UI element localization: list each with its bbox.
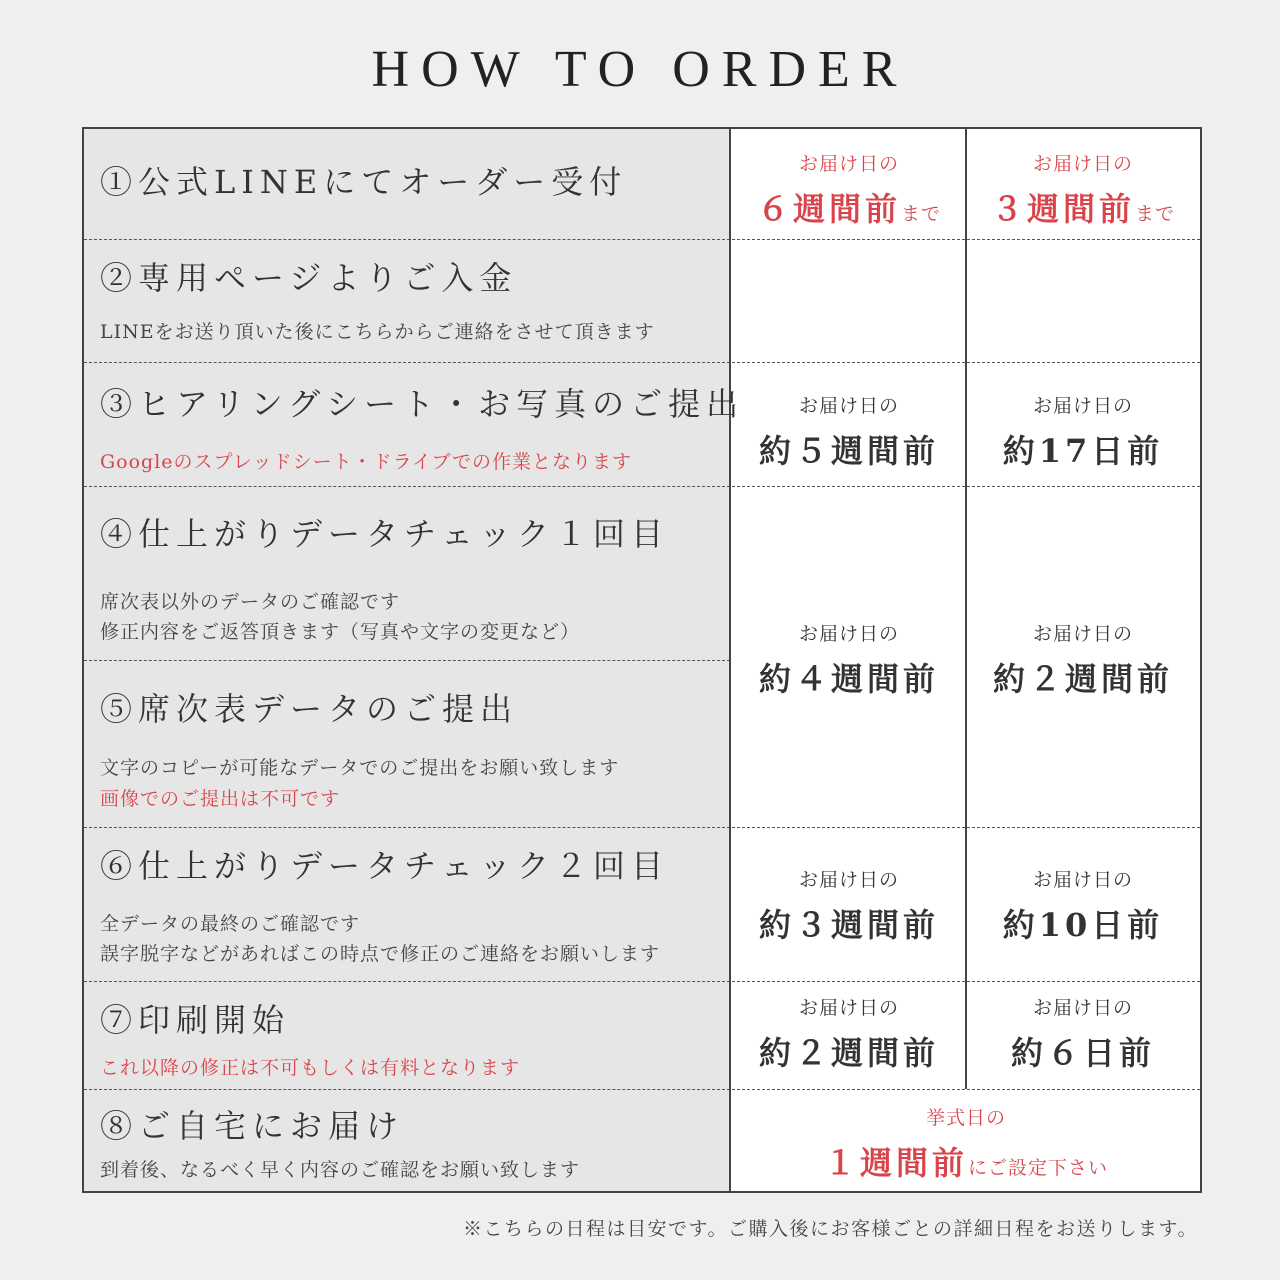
timing-row1-col2 — [966, 149, 1200, 230]
row-divider — [84, 362, 730, 363]
timing-label: お届け日の — [798, 997, 899, 1019]
timing-label: お届け日の — [798, 623, 899, 645]
timing-value: 約10日前 — [1002, 906, 1164, 944]
step-1-label: ①公式LINEにてオーダー受付 — [100, 163, 628, 201]
column-divider — [729, 129, 731, 1191]
step-2-note: LINEをお送り頂いた後にこちらからご連絡をさせて頂きます — [100, 321, 655, 343]
step-2-label: ②専用ページよりご入金 — [100, 259, 518, 297]
timing-value: 約17日前 — [1002, 432, 1164, 470]
step-5-note: 文字のコピーが可能なデータでのご提出をお願い致します — [100, 757, 620, 779]
step-5-label: ⑤席次表データのご提出 — [100, 690, 519, 728]
row-divider — [84, 486, 730, 487]
timing-label: お届け日の — [1032, 623, 1133, 645]
timing-value: 約５週間前 — [758, 432, 939, 470]
step-8-label: ⑧ご自宅にお届け — [100, 1107, 405, 1145]
timing-value: 約２週間前 — [758, 1034, 939, 1072]
step-7-label: ⑦印刷開始 — [100, 1001, 291, 1039]
page-title: HOW TO ORDER — [371, 41, 909, 98]
timing-label: お届け日の — [798, 153, 899, 175]
row-divider — [84, 827, 730, 828]
row-divider — [84, 660, 730, 661]
timing-row1-col1 — [732, 149, 966, 230]
timing-value: 約６日前 — [1010, 1034, 1155, 1072]
step-6-note-2: 誤字脱字などがあればこの時点で修正のご連絡をお願いします — [100, 943, 661, 965]
timing-label: お届け日の — [1032, 997, 1133, 1019]
row-divider — [732, 1089, 1200, 1090]
timing-row3-col2 — [966, 391, 1200, 472]
timing-row6-col2 — [966, 865, 1200, 946]
timing-value: 約２週間前 — [992, 660, 1173, 698]
timing-value: ３週間前まで — [990, 190, 1176, 228]
timing-value: 約３週間前 — [758, 906, 939, 944]
step-3-note: Googleのスプレッドシート・ドライブでの作業となります — [100, 451, 633, 473]
row-divider — [84, 1089, 730, 1090]
timing-label: お届け日の — [1032, 869, 1133, 891]
step-6-note-1: 全データの最終のご確認です — [100, 913, 361, 935]
timing-row45-col1 — [732, 619, 966, 700]
timing-label: お届け日の — [1032, 395, 1133, 417]
step-8-note: 到着後、なるべく早く内容のご確認をお願い致します — [100, 1159, 581, 1181]
timing-label: お届け日の — [798, 395, 899, 417]
timing-row7-col1 — [732, 993, 966, 1074]
timing-value: 約４週間前 — [758, 660, 939, 698]
step-6-label: ⑥仕上がりデータチェック２回目 — [100, 847, 670, 885]
footnote: ※こちらの日程は目安です。ご購入後にお客様ごとの詳細日程をお送りします。 — [463, 1218, 1198, 1240]
row-divider — [84, 981, 730, 982]
step-3-label: ③ヒアリングシート・お写真のご提出 — [100, 385, 745, 423]
step-7-note: これ以降の修正は不可もしくは有料となります — [100, 1057, 521, 1079]
timing-row7-col2 — [966, 993, 1200, 1074]
timing-value: ６週間前まで — [756, 190, 942, 228]
timing-value: １週間前にご設定下さい — [823, 1144, 1109, 1182]
timing-row3-col1 — [732, 391, 966, 472]
order-table — [82, 127, 1202, 1193]
timing-row45-col2 — [966, 619, 1200, 700]
step-4-note-2: 修正内容をご返答頂きます（写真や文字の変更など） — [100, 621, 581, 643]
timing-label: お届け日の — [1032, 153, 1133, 175]
step-5-note-red: 画像でのご提出は不可です — [100, 788, 341, 810]
step-4-label: ④仕上がりデータチェック１回目 — [100, 515, 670, 553]
step-4-note-1: 席次表以外のデータのご確認です — [100, 591, 401, 613]
timing-row8 — [732, 1103, 1200, 1184]
timing-label: 挙式日の — [925, 1107, 1006, 1129]
row-divider — [84, 239, 730, 240]
timing-row6-col1 — [732, 865, 966, 946]
timing-label: お届け日の — [798, 869, 899, 891]
